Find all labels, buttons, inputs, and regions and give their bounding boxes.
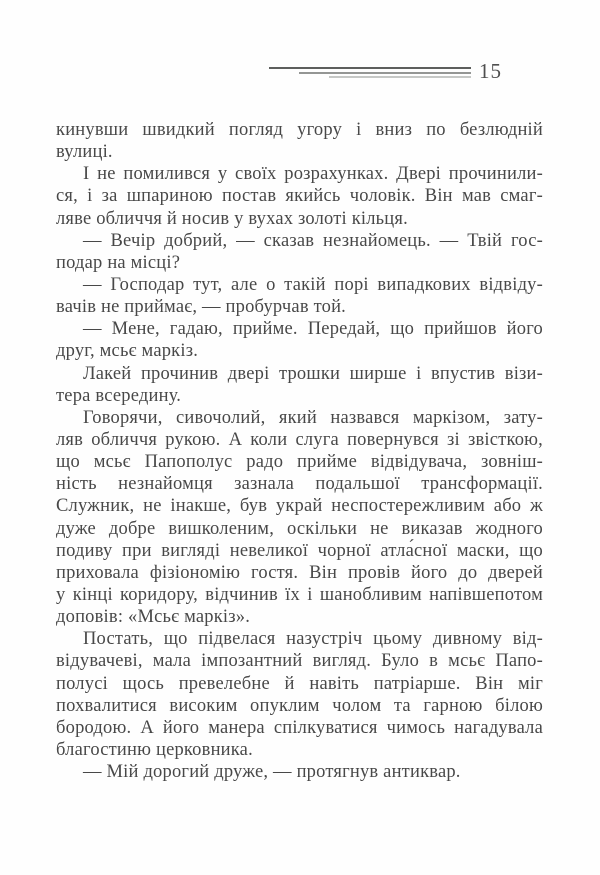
text-block bbox=[56, 119, 543, 783]
text-line: ність незнайомця зазнала подальшої трансформації. bbox=[56, 474, 543, 495]
text-line: подар на місці? bbox=[56, 252, 181, 273]
text-line: вулиці. bbox=[56, 142, 113, 163]
text-line: що мсьє Папополус радо прийме відвідувача, зовніш- bbox=[56, 452, 543, 473]
header-rule-middle bbox=[299, 72, 471, 74]
text-line: Говорячи, сивочолий, який назвався маркізом, зату- bbox=[83, 407, 543, 428]
text-line: — Мене, гадаю, прийме. Передай, що прийшов його bbox=[83, 319, 543, 340]
text-line: відувачеві, мала імпозантний вигляд. Було в мсьє Папо- bbox=[56, 651, 543, 672]
text-line: бородою. А його манера спілкуватися чимось нагадувала bbox=[56, 717, 543, 738]
text-line: дуже добре вишколеним, оскільки не виказав жодного bbox=[56, 518, 543, 539]
text-line: Постать, що підвелася назустріч цьому дивному від- bbox=[83, 629, 543, 650]
text-line: вачів не приймає, — пробурчав той. bbox=[56, 297, 346, 318]
text-line: друг, мсьє маркіз. bbox=[56, 341, 199, 362]
text-line: І не помилився у своїх розрахунках. Двері прочинили- bbox=[83, 164, 543, 185]
text-line: похвалитися високим опуклим чолом та гарною білою bbox=[56, 695, 543, 716]
text-line: благостиню церковника. bbox=[56, 739, 253, 760]
text-line: полусі щось превелебне й навіть патріарше. Він міг bbox=[56, 673, 543, 694]
text-line: — Вечір добрий, — сказав незнайомець. — Твій гос- bbox=[83, 230, 543, 251]
text-line: доповів: «Мсьє маркіз». bbox=[56, 607, 251, 628]
text-line: ся, і за шпариною постав якийсь чоловік. Він мав смаг- bbox=[56, 186, 543, 207]
text-line: приховала фізіономію гостя. Він провів його до дверей bbox=[56, 562, 543, 583]
text-line: Служник, не інакше, був украй неспостережливим або ж bbox=[56, 496, 543, 517]
text-line: — Господар тут, але о такій порі випадкових відвіду- bbox=[83, 274, 543, 295]
text-line: у кінці коридору, відчинив їх і шанобливим напівшепотом bbox=[56, 584, 543, 605]
header-rule-bottom bbox=[329, 76, 471, 78]
text-line: ляв обличчя рукою. А коли слуга повернувся зі звісткою, bbox=[56, 429, 543, 450]
page-number: 15 bbox=[479, 59, 502, 83]
text-line: тера всередину. bbox=[56, 385, 182, 406]
text-line: подиву при вигляді невеликої чорної атла́сної маски, що bbox=[56, 540, 543, 561]
text-line: — Мій дорогий друже, — протягнув антиквар. bbox=[83, 762, 461, 783]
text-line: кинувши швидкий погляд угору і вниз по безлюдній bbox=[56, 120, 543, 140]
header-rule-top bbox=[269, 67, 471, 69]
text-line: Лакей прочинив двері трошки ширше і впустив візи- bbox=[83, 363, 543, 384]
text-line: ляве обличчя й носив у вухах золоті кільця. bbox=[56, 208, 408, 229]
